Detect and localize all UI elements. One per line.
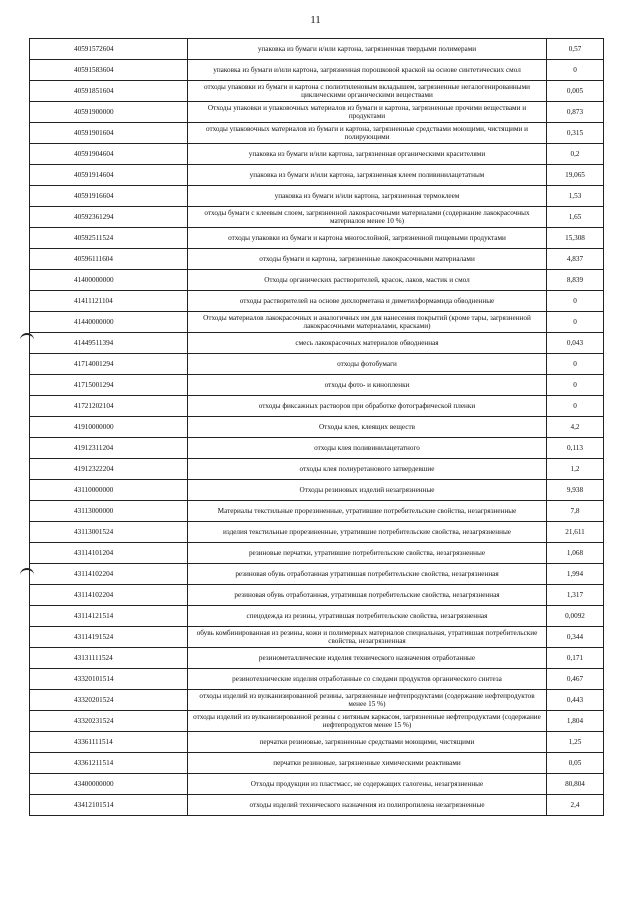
amount-cell: 0,873 — [547, 102, 604, 123]
amount-cell: 80,804 — [547, 774, 604, 795]
description-cell: перчатки резиновые, загрязненные средствами моющими, чистящими — [188, 732, 547, 753]
description-cell: Отходы резиновых изделий незагрязненные — [188, 480, 547, 501]
code-cell: 43131111524 — [30, 648, 188, 669]
amount-cell: 2,4 — [547, 795, 604, 816]
amount-cell: 0,57 — [547, 39, 604, 60]
amount-cell: 0 — [547, 291, 604, 312]
code-cell: 43114102204 — [30, 585, 188, 606]
amount-cell: 0,0092 — [547, 606, 604, 627]
description-cell: резиновые перчатки, утратившие потребительские свойства, незагрязненные — [188, 543, 547, 564]
description-cell: Материалы текстильные прорезиненные, утратившие потребительские свойства, незагрязненные — [188, 501, 547, 522]
amount-cell: 1,2 — [547, 459, 604, 480]
code-cell: 43400000000 — [30, 774, 188, 795]
description-cell: отходы фотобумаги — [188, 354, 547, 375]
table-row — [30, 438, 604, 459]
amount-cell: 7,8 — [547, 501, 604, 522]
code-cell: 43412101514 — [30, 795, 188, 816]
description-cell: Отходы клея, клеящих веществ — [188, 417, 547, 438]
description-cell: отходы бумаги и картона, загрязненные лакокрасочными материалами — [188, 249, 547, 270]
table-row — [30, 354, 604, 375]
table-row — [30, 375, 604, 396]
table-row — [30, 417, 604, 438]
amount-cell: 1,994 — [547, 564, 604, 585]
table-row — [30, 81, 604, 102]
description-cell: Отходы органических растворителей, красок, лаков, мастик и смол — [188, 270, 547, 291]
table-row — [30, 270, 604, 291]
amount-cell: 0,344 — [547, 627, 604, 648]
description-cell: Отходы продукции из пластмасс, не содержащих галогены, незагрязненные — [188, 774, 547, 795]
code-cell: 41449511394 — [30, 333, 188, 354]
description-cell: Отходы материалов лакокрасочных и аналогичных им для нанесения покрытий (кроме тары, загрязненной лакокрасочными материалами, красками) — [188, 312, 547, 333]
description-cell: резинотехнические изделия отработанные со следами продуктов органического синтеза — [188, 669, 547, 690]
code-cell: 43114102204 — [30, 564, 188, 585]
code-cell: 40596111604 — [30, 249, 188, 270]
code-cell: 41912311204 — [30, 438, 188, 459]
description-cell: отходы изделий из вулканизированной резины, загрязненные нефтепродуктами (содержание нефтепродуктов менее 15 %) — [188, 690, 547, 711]
code-cell: 43361211514 — [30, 753, 188, 774]
code-cell: 41400000000 — [30, 270, 188, 291]
code-cell: 43113000000 — [30, 501, 188, 522]
table-row — [30, 459, 604, 480]
table-row — [30, 501, 604, 522]
amount-cell: 0,315 — [547, 123, 604, 144]
code-cell: 40592511524 — [30, 228, 188, 249]
table-row — [30, 165, 604, 186]
description-cell: отходы клея полиуретанового затвердевшие — [188, 459, 547, 480]
description-cell: резиновая обувь отработанная, утратившая потребительские свойства, незагрязненная — [188, 585, 547, 606]
table-row — [30, 564, 604, 585]
table-row — [30, 228, 604, 249]
amount-cell: 1,804 — [547, 711, 604, 732]
amount-cell: 0,043 — [547, 333, 604, 354]
code-cell: 40592361294 — [30, 207, 188, 228]
table-row — [30, 480, 604, 501]
description-cell: Отходы упаковки и упаковочных материалов из бумаги и картона, загрязненные прочими веществами и продуктами — [188, 102, 547, 123]
amount-cell: 0,467 — [547, 669, 604, 690]
code-cell: 43320231524 — [30, 711, 188, 732]
description-cell: обувь комбинированная из резины, кожи и полимерных материалов специальная, утратившая потребительские свойства, незагрязненная — [188, 627, 547, 648]
waste-table — [29, 38, 604, 816]
table-row — [30, 102, 604, 123]
code-cell: 41912322204 — [30, 459, 188, 480]
description-cell: упаковка из бумаги и/или картона, загрязненная клеем поливинилацетатным — [188, 165, 547, 186]
code-cell: 41411121104 — [30, 291, 188, 312]
amount-cell: 4,837 — [547, 249, 604, 270]
description-cell: отходы фиксажных растворов при обработке фотографической пленки — [188, 396, 547, 417]
amount-cell: 1,53 — [547, 186, 604, 207]
description-cell: спецодежда из резины, утратившая потребительские свойства, незагрязненная — [188, 606, 547, 627]
table-row — [30, 522, 604, 543]
code-cell: 40591901604 — [30, 123, 188, 144]
code-cell: 41440000000 — [30, 312, 188, 333]
code-cell: 40591583604 — [30, 60, 188, 81]
table-row — [30, 291, 604, 312]
table-row — [30, 690, 604, 711]
code-cell: 40591914604 — [30, 165, 188, 186]
code-cell: 40591572604 — [30, 39, 188, 60]
amount-cell: 21,611 — [547, 522, 604, 543]
code-cell: 43114121514 — [30, 606, 188, 627]
amount-cell: 0 — [547, 312, 604, 333]
table-row — [30, 732, 604, 753]
code-cell: 41715001294 — [30, 375, 188, 396]
amount-cell: 0,05 — [547, 753, 604, 774]
description-cell: упаковка из бумаги и/или картона, загрязненная термоклеем — [188, 186, 547, 207]
code-cell: 43113001524 — [30, 522, 188, 543]
description-cell: отходы изделий из вулканизированной резины с нитяным каркасом, загрязненные нефтепродуктами (содержание нефтепродуктов менее 15 %) — [188, 711, 547, 732]
table-row — [30, 207, 604, 228]
description-cell: упаковка из бумаги и/или картона, загрязненная твердыми полимерами — [188, 39, 547, 60]
table-row — [30, 396, 604, 417]
description-cell: упаковка из бумаги и/или картона, загрязненная органическими красителями — [188, 144, 547, 165]
description-cell: отходы изделий технического назначения из полипропилена незагрязненные — [188, 795, 547, 816]
code-cell: 43110000000 — [30, 480, 188, 501]
table-row — [30, 60, 604, 81]
amount-cell: 0 — [547, 375, 604, 396]
page-number: 11 — [310, 14, 321, 26]
amount-cell: 0 — [547, 60, 604, 81]
table-row — [30, 648, 604, 669]
amount-cell: 0 — [547, 354, 604, 375]
description-cell: отходы растворителей на основе дихлорметана и диметилформамида обводненные — [188, 291, 547, 312]
amount-cell: 8,839 — [547, 270, 604, 291]
description-cell: отходы упаковочных материалов из бумаги и картона, загрязненные средствами моющими, чистящими и полирующими — [188, 123, 547, 144]
table-row — [30, 249, 604, 270]
description-cell: отходы упаковки из бумаги и картона с полиэтиленовым вкладышем, загрязненные негалогенированными циклическими органическими веществами — [188, 81, 547, 102]
code-cell: 40591916604 — [30, 186, 188, 207]
amount-cell: 4,2 — [547, 417, 604, 438]
description-cell: упаковка из бумаги и/или картона, загрязненная порошковой краской на основе синтетических смол — [188, 60, 547, 81]
table-row — [30, 627, 604, 648]
code-cell: 41721202104 — [30, 396, 188, 417]
amount-cell: 1,068 — [547, 543, 604, 564]
description-cell: отходы фото- и кинопленки — [188, 375, 547, 396]
amount-cell: 1,65 — [547, 207, 604, 228]
code-cell: 43320201524 — [30, 690, 188, 711]
amount-cell: 0,113 — [547, 438, 604, 459]
amount-cell: 19,065 — [547, 165, 604, 186]
amount-cell: 9,938 — [547, 480, 604, 501]
code-cell: 43114101204 — [30, 543, 188, 564]
table-row — [30, 585, 604, 606]
amount-cell: 1,25 — [547, 732, 604, 753]
code-cell: 41714001294 — [30, 354, 188, 375]
amount-cell: 1,317 — [547, 585, 604, 606]
code-cell: 43320101514 — [30, 669, 188, 690]
code-cell: 43361111514 — [30, 732, 188, 753]
code-cell: 43114191524 — [30, 627, 188, 648]
table-row — [30, 144, 604, 165]
description-cell: смесь лакокрасочных материалов обводненная — [188, 333, 547, 354]
table-row — [30, 186, 604, 207]
table-row — [30, 606, 604, 627]
description-cell: резиновая обувь отработанная утратившая потребительские свойства, незагрязненная — [188, 564, 547, 585]
table-row — [30, 669, 604, 690]
table-row — [30, 711, 604, 732]
description-cell: отходы клея поливинилацетатного — [188, 438, 547, 459]
amount-cell: 0,005 — [547, 81, 604, 102]
table-row — [30, 333, 604, 354]
table-row — [30, 753, 604, 774]
description-cell: отходы бумаги с клеевым слоем, загрязненной лакокрасочными материалами (содержание лакокрасочных материалов менее 10 %) — [188, 207, 547, 228]
amount-cell: 0,171 — [547, 648, 604, 669]
table-row — [30, 123, 604, 144]
table-row — [30, 795, 604, 816]
code-cell: 40591904604 — [30, 144, 188, 165]
code-cell: 41910000000 — [30, 417, 188, 438]
code-cell: 40591851604 — [30, 81, 188, 102]
table-row — [30, 543, 604, 564]
waste-table-body — [30, 39, 604, 816]
table-row — [30, 774, 604, 795]
amount-cell: 0 — [547, 396, 604, 417]
description-cell: изделия текстильные прорезиненные, утратившие потребительские свойства, незагрязненные — [188, 522, 547, 543]
table-row — [30, 39, 604, 60]
amount-cell: 0,443 — [547, 690, 604, 711]
description-cell: резинометаллические изделия технического назначения отработанные — [188, 648, 547, 669]
description-cell: отходы упаковки из бумаги и картона многослойной, загрязненной пищевыми продуктами — [188, 228, 547, 249]
code-cell: 40591900000 — [30, 102, 188, 123]
amount-cell: 15,308 — [547, 228, 604, 249]
table-row — [30, 312, 604, 333]
amount-cell: 0,2 — [547, 144, 604, 165]
description-cell: перчатки резиновые, загрязненные химическими реактивами — [188, 753, 547, 774]
